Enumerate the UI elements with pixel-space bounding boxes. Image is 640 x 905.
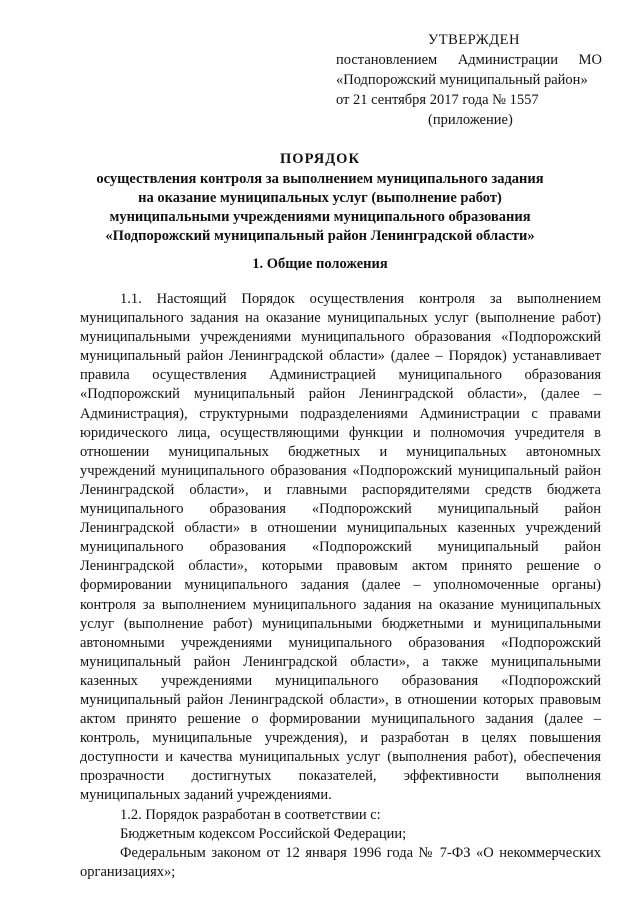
approval-stamp (336, 30, 602, 130)
heading-line-3: муниципальными учреждениями муниципального образования (109, 209, 531, 225)
section-title: 1. Общие положения (252, 256, 388, 272)
heading-line-1: осуществления контроля за выполнением муниципального задания (96, 171, 544, 187)
approval-line-3: от 21 сентября 2017 года № 1557 (336, 92, 539, 108)
approval-appendix: (приложение) (428, 112, 513, 128)
approval-title: УТВЕРЖДЕН (428, 32, 520, 48)
heading-line-4: «Подпорожский муниципальный район Ленинградской области» (105, 228, 535, 244)
paragraph-federal-law: Федеральным законом от 12 января 1996 года № 7-ФЗ «О некоммерческих организациях»; (80, 844, 601, 880)
heading-line-2: на оказание муниципальных услуг (выполнение работ) (138, 190, 502, 206)
approval-line-1: постановлением Администрации МО (336, 52, 602, 68)
document-title: ПОРЯДОК (280, 151, 360, 167)
paragraph-1-2: 1.2. Порядок разработан в соответствии с: (120, 806, 381, 823)
document-body (80, 290, 601, 882)
document-heading (0, 150, 640, 246)
approval-line-2: «Подпорожский муниципальный район» (336, 72, 588, 88)
paragraph-1-1: 1.1. Настоящий Порядок осуществления контроля за выполнением муниципального задания на оказание муниципальных услуг (выполнение работ) муниципальными учреждениями муниципального образования «Подпорожский муниципальный район Ленинградской области» (далее – Порядок) устанавливает правила осуществления Администрацией муниципального образования «Подпорожский муниципальный район Ленинградской области», (далее – Администрация), структурными подразделениями Администрации с правами юридического лица, осуществляющими функции и полномочия учредителя в отношении муниципальных бюджетных и муниципальных автономных учреждений муниципального образования «Подпорожский муниципальный район Ленинградской области», и главными распорядителями средств бюджета муниципального образования «Подпорожский муниципальный район Ленинградской области» в отношении муниципальных казенных учреждений муниципального образования «Подпорожский муниципальный район Ленинградской области», которыми правовым актом принято решение о формировании муниципального задания (далее – уполномоченные органы) контроля за выполнением муниципального задания на оказание муниципальных услуг (выполнение работ) муниципальными бюджетными и муниципальными автономными учреждениями муниципального образования «Подпорожский муниципальный район Ленинградской области», а также муниципальными казенных учреждениями муниципального образования «Подпорожский муниципальный район Ленинградской области», в отношении которых правовым актом принято решение о формировании муниципального задания (далее – контроль, муниципальные учреждения), и разработан в целях повышения доступности и качества муниципальных услуг (выполнения работ), обеспечения прозрачности достигнутых показателей, эффективности выполнения муниципальных заданий учреждениями. (80, 291, 601, 804)
paragraph-budget-code: Бюджетным кодексом Российской Федерации; (120, 825, 407, 842)
